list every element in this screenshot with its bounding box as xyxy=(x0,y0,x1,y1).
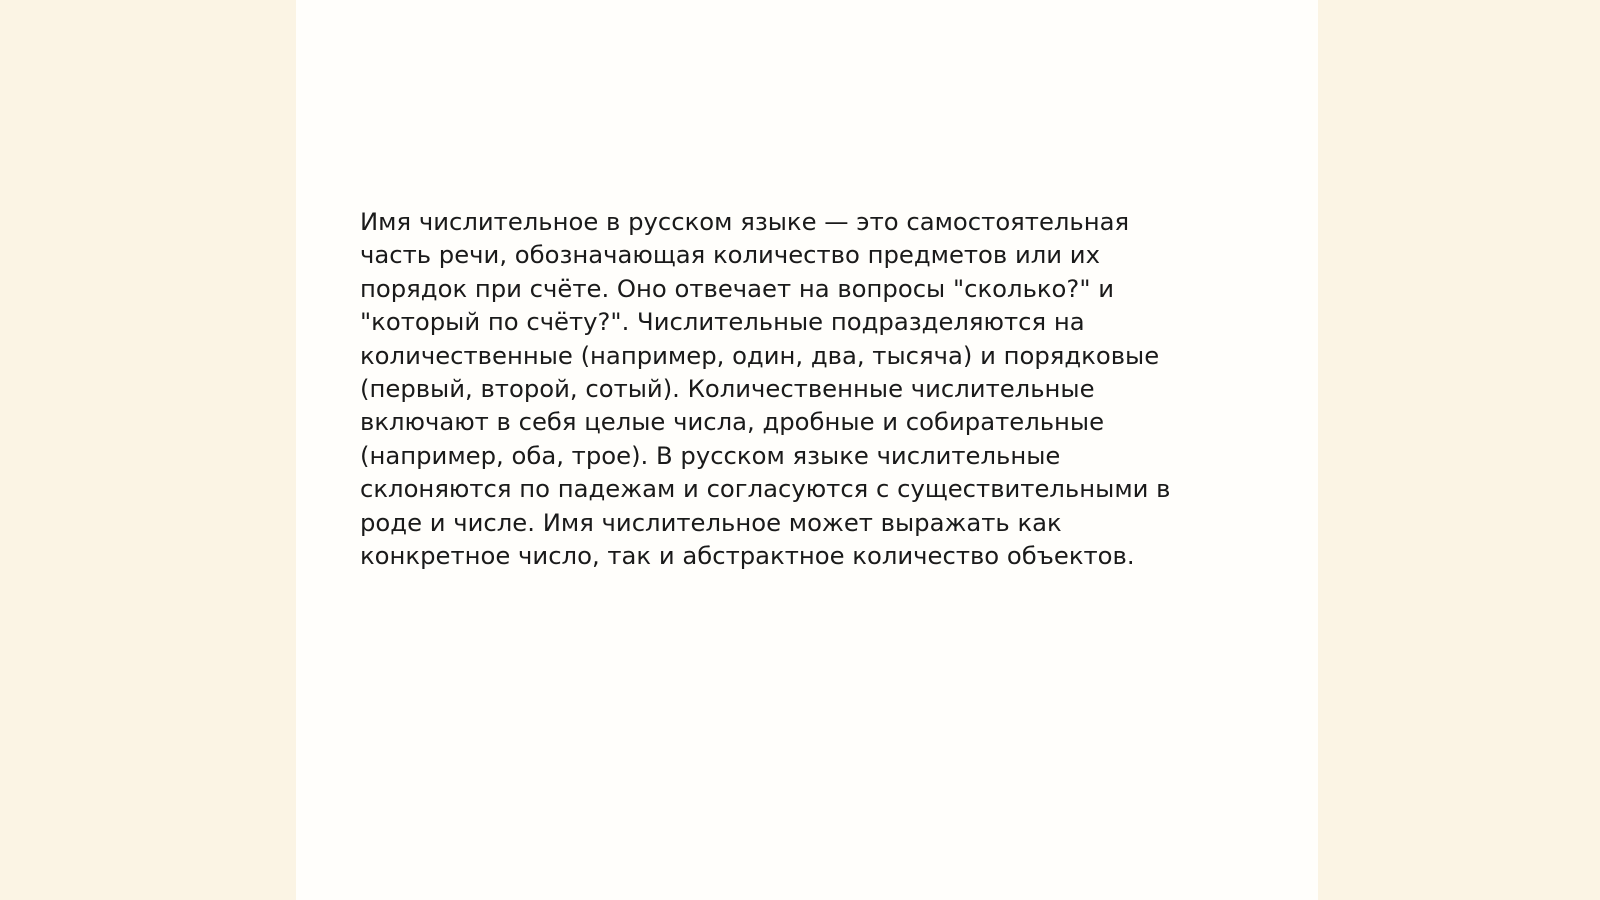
paragraph-line: количественные (например, один, два, тысяча) и порядковые xyxy=(360,340,1160,370)
paragraph-line: Имя числительное в русском языке — это самостоятельная xyxy=(360,207,1130,236)
paragraph-line: часть речи, обозначающая количество предметов или их xyxy=(360,240,1100,270)
paragraph-line: включают в себя целые числа, дробные и собирательные xyxy=(360,407,1105,437)
paragraph-line: (например, оба, трое). В русском языке числительные xyxy=(360,440,1061,470)
body-paragraph xyxy=(360,205,1240,572)
paragraph-line: склоняются по падежам и согласуются с существительными в xyxy=(360,474,1171,504)
paragraph-line: роде и числе. Имя числительное может выражать как xyxy=(360,507,1062,537)
left-margin-panel xyxy=(0,0,296,900)
document-page xyxy=(296,0,1318,900)
paragraph-line: конкретное число, так и абстрактное количество объектов. xyxy=(360,541,1135,571)
paragraph-line: порядок при счёте. Оно отвечает на вопросы "сколько?" и xyxy=(360,273,1115,303)
paragraph-line: (первый, второй, сотый). Количественные числительные xyxy=(360,374,1095,404)
paragraph-line: "который по счёту?". Числительные подразделяются на xyxy=(360,307,1085,337)
right-margin-panel xyxy=(1318,0,1600,900)
